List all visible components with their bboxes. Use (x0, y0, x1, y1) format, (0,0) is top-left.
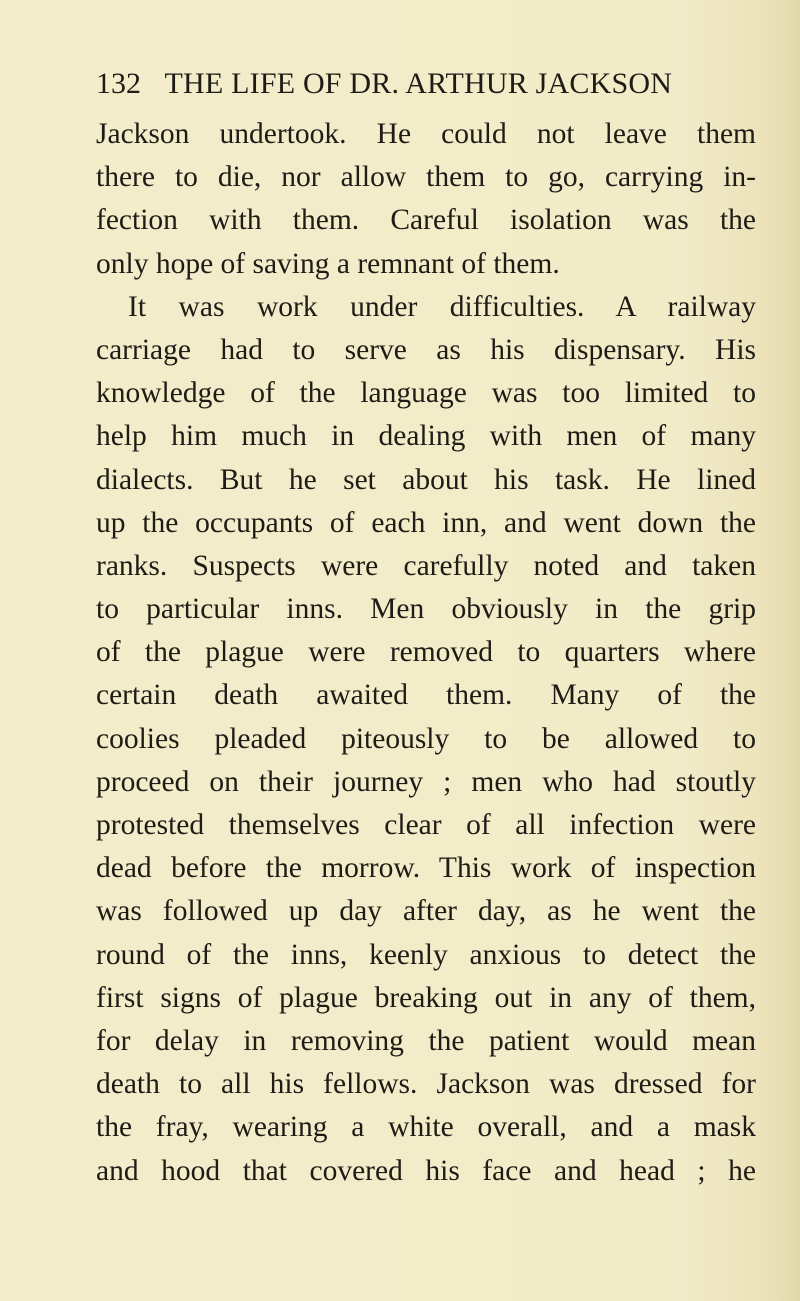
text-line: proceed on their journey ; men who had stoutly (96, 765, 756, 798)
text-line: knowledge of the language was too limited to (96, 377, 756, 410)
text-line: It was work under difficulties. A railway (128, 290, 756, 323)
text-line: coolies pleaded piteously to be allowed to (96, 722, 756, 755)
body-text (96, 113, 756, 1193)
text-line: and hood that covered his face and head ; he (96, 1154, 756, 1187)
text-line: Jackson undertook. He could not leave them (96, 118, 756, 150)
text-line: ranks. Suspects were carefully noted and taken (96, 549, 756, 582)
text-line: round of the inns, keenly anxious to detect the (96, 938, 756, 971)
text-line: of the plague were removed to quarters where (96, 636, 756, 669)
text-line: certain death awaited them. Many of the (96, 679, 756, 712)
text-line: there to die, nor allow them to go, carrying in- (96, 161, 756, 194)
page-number: 132 (96, 67, 141, 100)
text-line: carriage had to serve as his dispensary. His (96, 333, 756, 366)
text-line: fection with them. Careful isolation was the (96, 204, 756, 237)
running-head: THE LIFE OF DR. ARTHUR JACKSON (164, 67, 673, 100)
page-header (96, 62, 736, 106)
text-line: was followed up day after day, as he went the (96, 895, 756, 928)
text-line: only hope of saving a remnant of them. (96, 247, 560, 280)
text-line: help him much in dealing with men of many (96, 420, 756, 453)
text-line: protested themselves clear of all infection were (96, 809, 756, 841)
text-line: first signs of plague breaking out in any of them, (96, 981, 756, 1014)
text-line: the fray, wearing a white overall, and a mask (96, 1111, 756, 1144)
text-line: up the occupants of each inn, and went down the (96, 506, 756, 539)
text-line: dialects. But he set about his task. He lined (96, 463, 756, 496)
text-line: death to all his fellows. Jackson was dressed for (96, 1068, 756, 1101)
text-line: to particular inns. Men obviously in the grip (96, 593, 756, 626)
text-line: for delay in removing the patient would mean (96, 1024, 756, 1057)
text-line: dead before the morrow. This work of inspection (96, 852, 756, 885)
